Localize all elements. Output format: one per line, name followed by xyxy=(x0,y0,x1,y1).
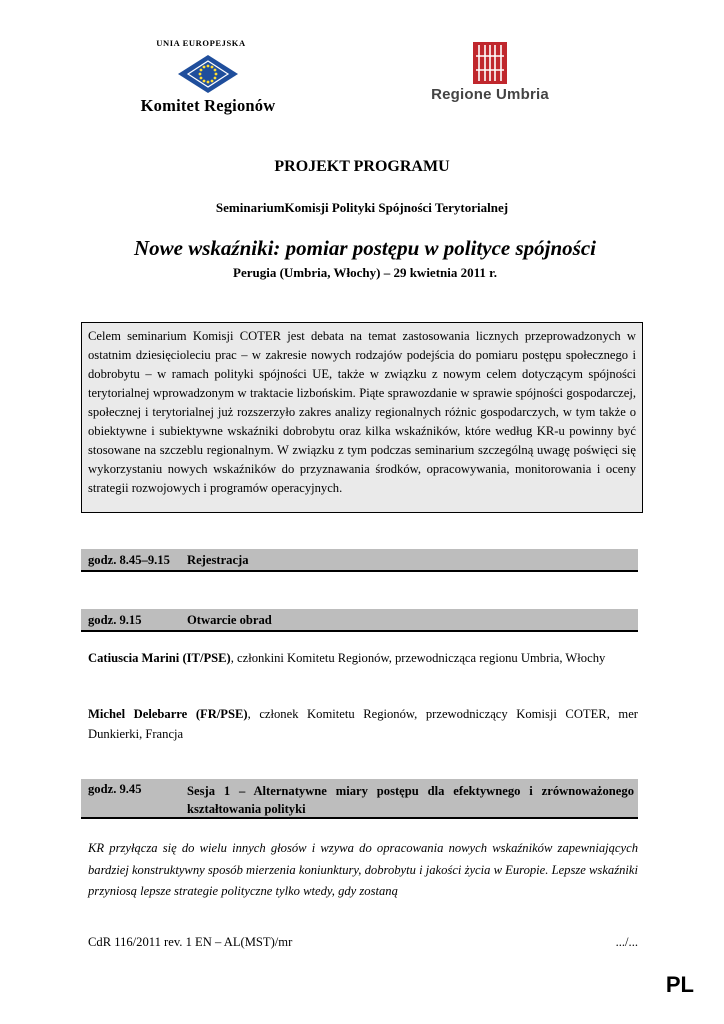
agenda-bar-session-1 xyxy=(81,779,638,819)
session-paragraph: KR przyłącza się do wielu innych głosów i wzywa do opracowania nowych wskaźników zapewniających bardziej konstruktywny sposób mierzenia koniunktury, dobrobytu i jakości życia w Europie. Lepsze wskaźniki przyniosą lepsze strategie polityczne tylko wtedy, gdy zostaną xyxy=(88,841,638,898)
speaker-description: , członek Komitetu Regionów, przewodniczący Komisji COTER, mer Dunkierki, Francja xyxy=(88,707,638,741)
umbria-emblem-icon xyxy=(473,42,507,84)
cor-logo-name: Komitet Regionów xyxy=(140,96,276,115)
speaker-name: Catiuscia Marini (IT/PSE) xyxy=(88,651,231,665)
agenda-label: Rejestracja xyxy=(187,553,249,567)
agenda-bar-registration xyxy=(81,549,638,572)
continuation-mark: .../... xyxy=(615,935,638,949)
speaker-paragraph xyxy=(88,704,638,744)
umbria-logo xyxy=(420,42,560,112)
intro-box: Celem seminarium Komisji COTER jest debata na temat zastosowania licznych przeprowadzonych w ostatnim dziesięcioleciu prac – w zakresie nowych rodzajów podejścia do pomiaru postępu społecznego i dobrobytu – w ramach polityki spójności UE, także w związku z nowym celem dotyczącym spójności terytorialnej wprowadzonym w traktacie lizbońskim. Piąte sprawozdanie w sprawie spójności gospodarczej, społecznej i terytorialnej już rozszerzyło zakres analizy regionalnych różnic gospodarczych, w tym także o obiektywne i subiektywne wskaźniki dobrobytu oraz kilka wskaźników, które według KR-u powinny być stosowane na szczeblu regionalnym. W związku z tym podczas seminarium szczególną uwagę poświęci się wykorzystaniu nowych wskaźników do przyznawania środków, opracowywania, monitorowania i oceny strategii rozwojowych i programów operacyjnych. xyxy=(81,322,643,513)
agenda-time: godz. 9.45 xyxy=(88,782,142,796)
cor-logo-top-text: UNIA EUROPEJSKA xyxy=(156,38,246,48)
document-reference: CdR 116/2011 rev. 1 EN – AL(MST)/mr xyxy=(88,935,293,949)
seminar-subtitle: SeminariumKomisji Polityki Spójności Terytorialnej xyxy=(215,200,509,215)
speaker-paragraph xyxy=(88,648,638,668)
language-code: PL xyxy=(665,972,694,997)
agenda-label: Otwarcie obrad xyxy=(187,613,272,627)
document-title: PROJEKT PROGRAMU xyxy=(274,158,450,175)
agenda-time: godz. 9.15 xyxy=(88,613,142,627)
agenda-bar-opening xyxy=(81,609,638,632)
speaker-description: , członkini Komitetu Regionów, przewodnicząca regionu Umbria, Włochy xyxy=(230,651,606,665)
speaker-name: Michel Delebarre (FR/PSE) xyxy=(88,707,248,721)
umbria-logo-name: Regione Umbria xyxy=(431,86,549,103)
agenda-label: Sesja 1 – Alternatywne miary postępu dla efektywnego i zrównoważonego kształtowania polityki xyxy=(187,784,634,816)
agenda-time: godz. 8.45–9.15 xyxy=(88,553,170,567)
cor-logo xyxy=(128,38,288,118)
cor-emblem-icon xyxy=(176,54,240,94)
place-date: Perugia (Umbria, Włochy) – 29 kwietnia 2011 r. xyxy=(233,265,497,280)
seminar-headline: Nowe wskaźniki: pomiar postępu w polityce spójności xyxy=(133,236,597,260)
